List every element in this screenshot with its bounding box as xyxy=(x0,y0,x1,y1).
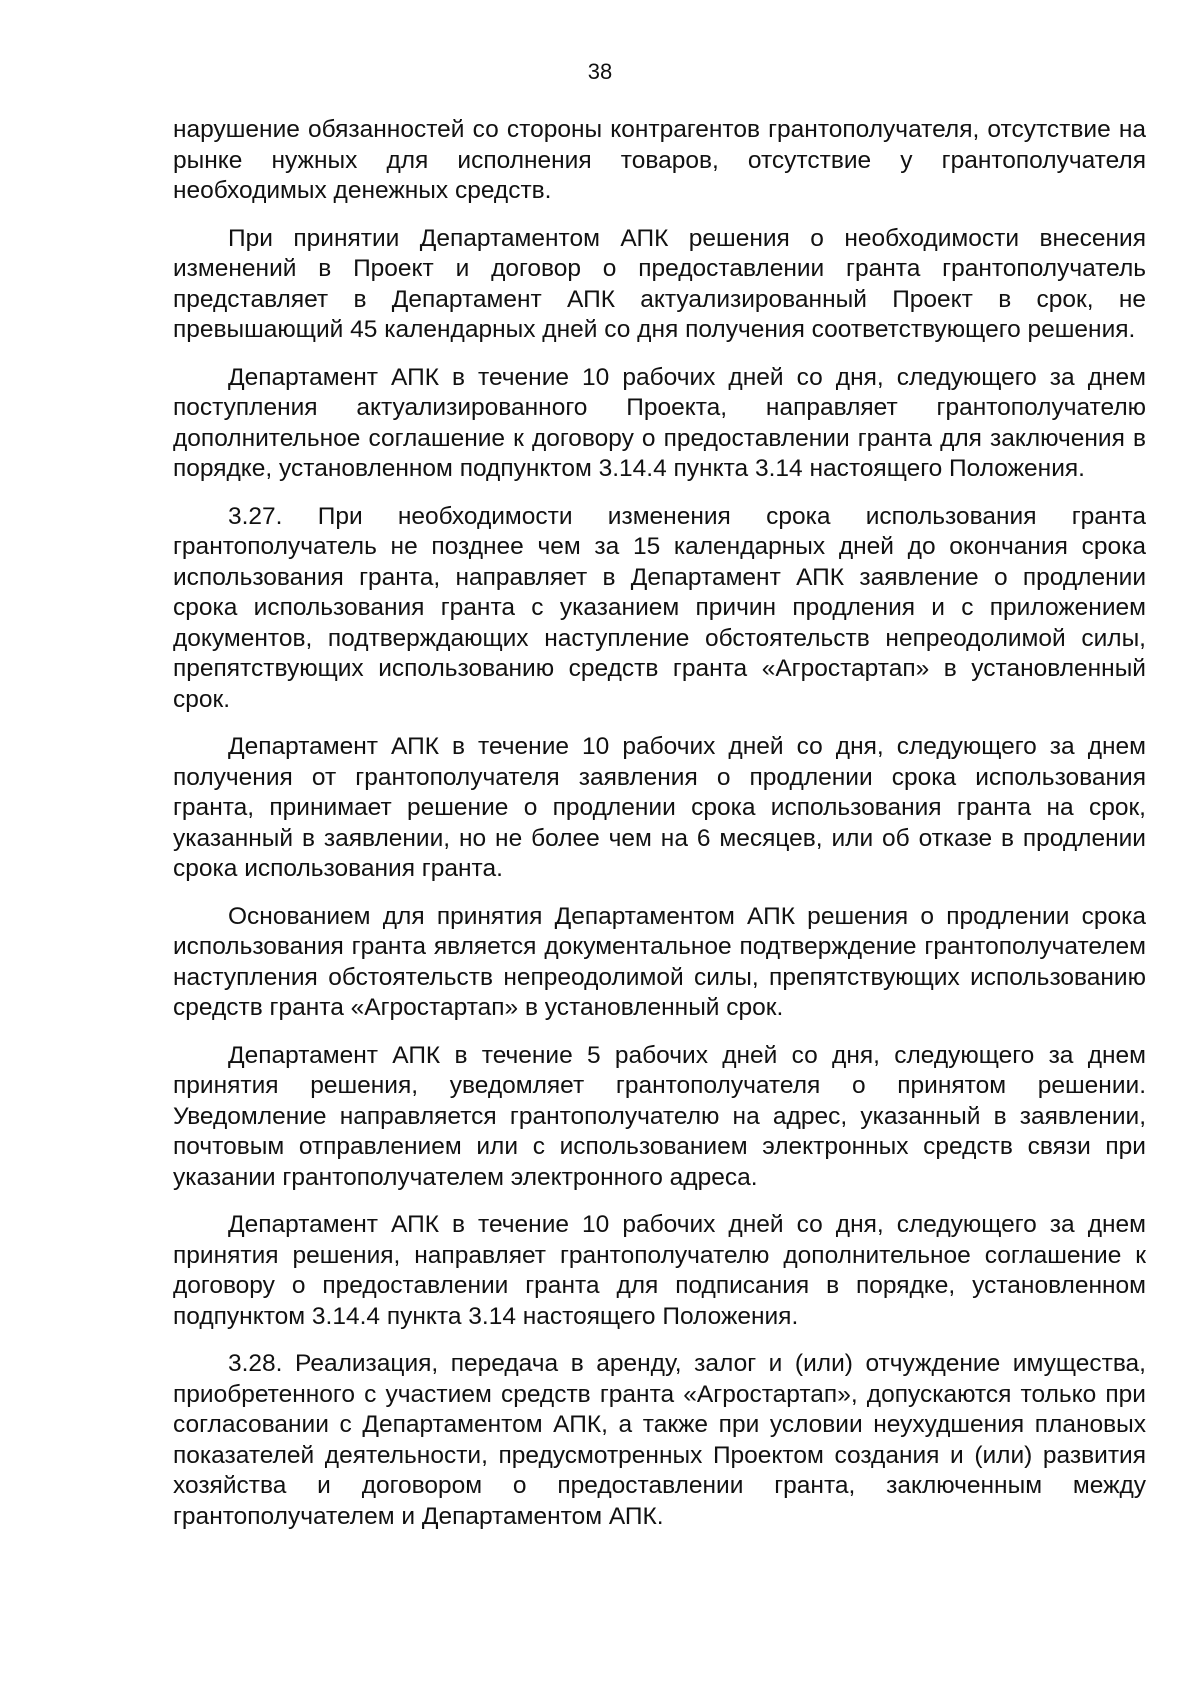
paragraph-section-3-28: 3.28. Реализация, передача в аренду, залог и (или) отчуждение имущества, приобретенного с участием средств гранта «Агростартап», допускаются только при согласовании с Департаментом АПК, а также при условии неухудшения плановых показателей деятельности, предусмотренных Проектом создания и (или) развития хозяйства и договором о предоставлении гранта, заключенным между грантополучателем и Департаментом АПК. xyxy=(173,1350,1146,1530)
page-number: 38 xyxy=(587,59,613,84)
paragraph-continuation: нарушение обязанностей со стороны контрагентов грантополучателя, отсутствие на рынке нужных для исполнения товаров, отсутствие у грантополучателя необходимых денежных средств. xyxy=(173,116,1146,204)
paragraph-extension-decision: Департамент АПК в течение 10 рабочих дней со дня, следующего за днем получения от грантополучателя заявления о продлении срока использования гранта, принимает решение о продлении срока использования гранта на срок, указанный в заявлении, но не более чем на 6 месяцев, или об отказе в продлении срока использования гранта. xyxy=(173,733,1146,882)
paragraph-agreement-signing: Департамент АПК в течение 10 рабочих дней со дня, следующего за днем принятия решения, направляет грантополучателю дополнительное соглашение к договору о предоставлении гранта для подписания в порядке, установленном подпунктом 3.14.4 пункта 3.14 настоящего Положения. xyxy=(173,1211,1146,1330)
document-body xyxy=(173,115,1146,1549)
paragraph-notification: Департамент АПК в течение 5 рабочих дней со дня, следующего за днем принятия решения, уведомляет грантополучателя о принятом решении. Уведомление направляется грантополучателю на адрес, указанный в заявлении, почтовым отправлением или с использованием электронных средств связи при указании грантополучателем электронного адреса. xyxy=(173,1041,1146,1191)
paragraph-extension-grounds: Основанием для принятия Департаментом АПК решения о продлении срока использования гранта является документальное подтверждение грантополучателем наступления обстоятельств непреодолимой силы, препятствующих использованию средств гранта «Агростартап» в установленный срок. xyxy=(173,902,1146,1021)
paragraph-section-3-27: 3.27. При необходимости изменения срока использования гранта грантополучатель не позднее чем за 15 календарных дней до окончания срока использования гранта, направляет в Департамент АПК заявление о продлении срока использования гранта с указанием причин продления и с приложением документов, подтверждающих наступление обстоятельств непреодолимой силы, препятствующих использованию средств гранта «Агростартап» в установленный срок. xyxy=(173,502,1146,713)
paragraph-project-changes: При принятии Департаментом АПК решения о необходимости внесения изменений в Проект и договор о предоставлении гранта грантополучатель представляет в Департамент АПК актуализированный Проект в срок, не превышающий 45 календарных дней со дня получения соответствующего решения. xyxy=(173,224,1146,343)
paragraph-additional-agreement: Департамент АПК в течение 10 рабочих дней со дня, следующего за днем поступления актуализированного Проекта, направляет грантополучателю дополнительное соглашение к договору о предоставлении гранта для заключения в порядке, установленном подпунктом 3.14.4 пункта 3.14 настоящего Положения. xyxy=(173,363,1146,482)
